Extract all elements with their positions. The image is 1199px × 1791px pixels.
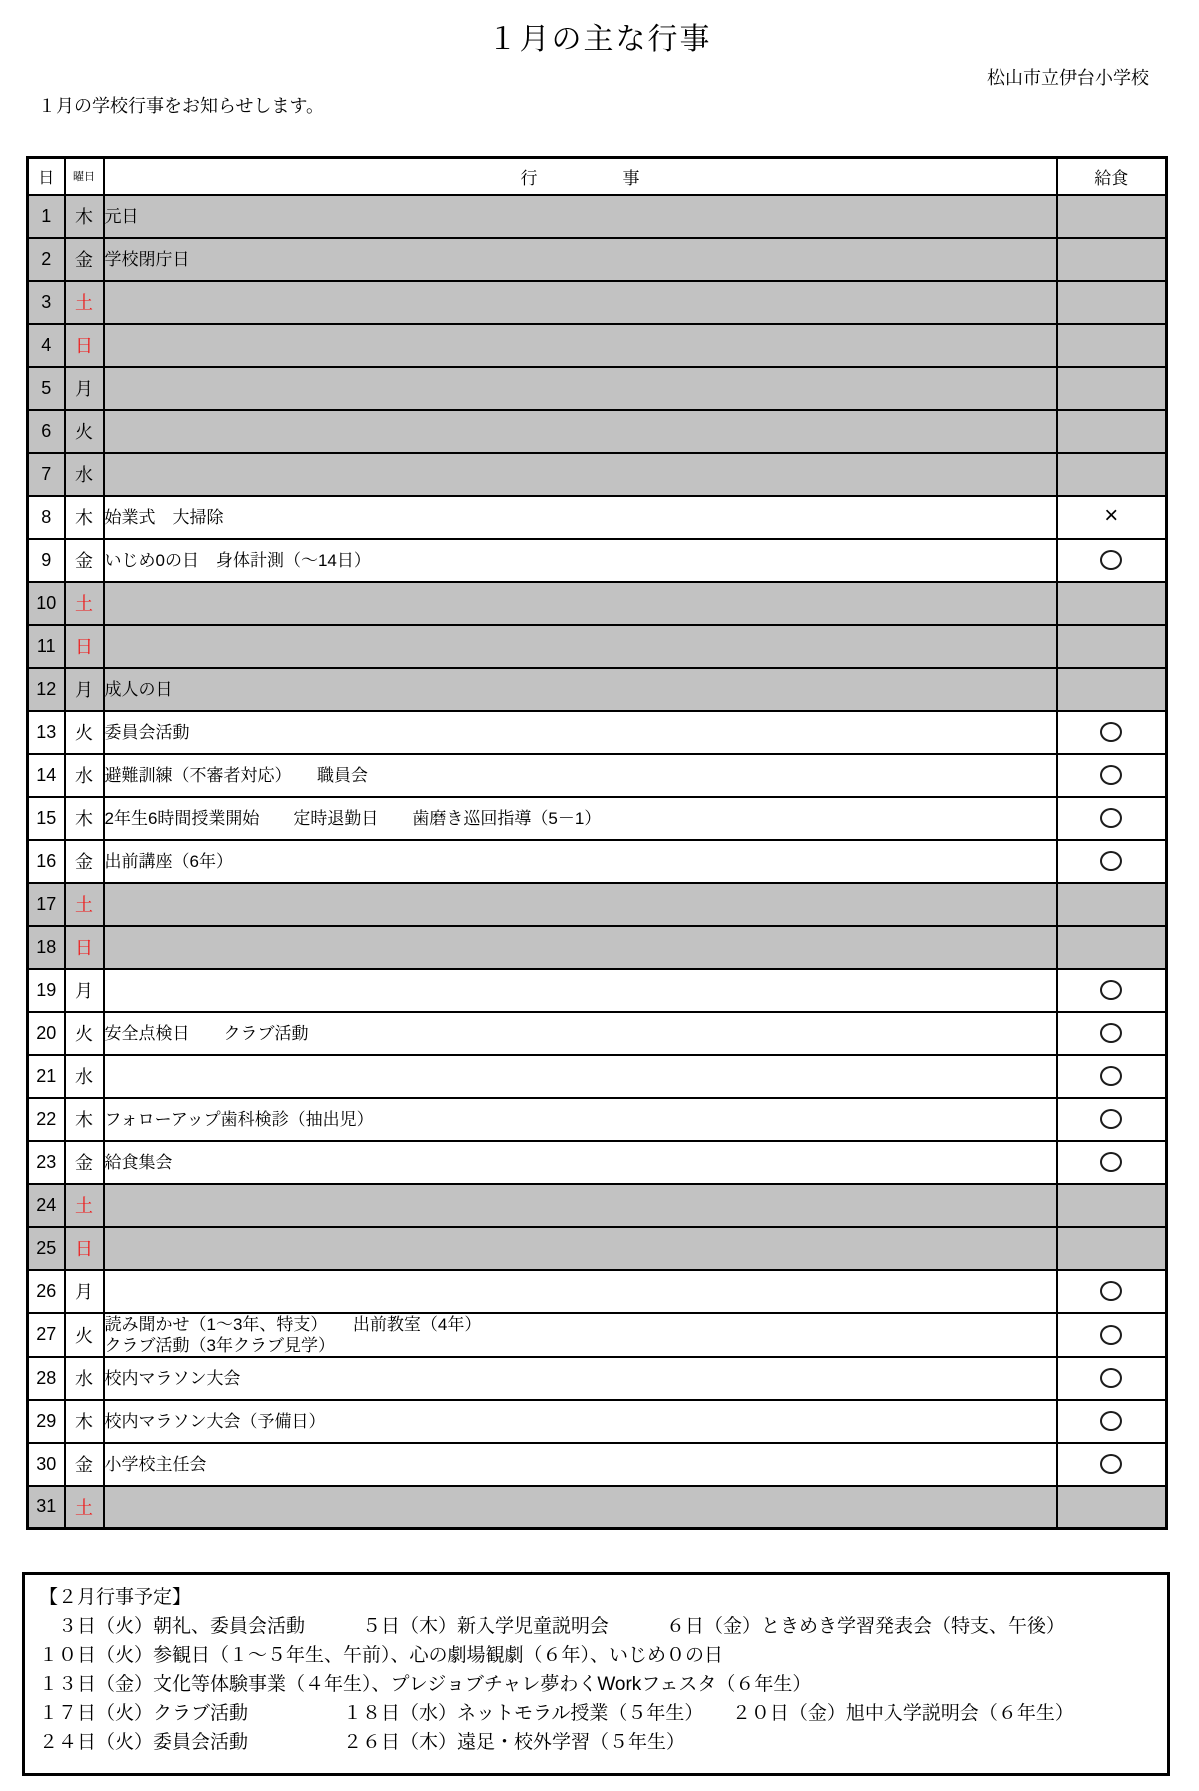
events-cell <box>104 754 1057 797</box>
table-row <box>28 1400 1167 1443</box>
event-text: いじめ0の日 身体計測（～14日） <box>104 550 371 570</box>
weekday-cell: 土 <box>65 281 104 324</box>
table-row <box>28 840 1167 883</box>
weekday-cell: 月 <box>65 969 104 1012</box>
day-cell: 13 <box>28 711 65 754</box>
february-line: １７日（火）クラブ活動 １８日（水）ネットモラル授業（５年生） ２０日（金）旭中入学説明会（６年生） <box>39 1703 1074 1724</box>
lunch-served-icon <box>1100 851 1122 871</box>
event-text: 校内マラソン大会（予備日） <box>104 1411 326 1431</box>
table-row <box>28 1486 1167 1529</box>
lunch-served-icon <box>1100 1023 1122 1043</box>
day-cell: 2 <box>28 238 65 281</box>
events-cell <box>104 926 1057 969</box>
day-cell: 12 <box>28 668 65 711</box>
table-row <box>28 969 1167 1012</box>
day-cell: 10 <box>28 582 65 625</box>
lunch-cell <box>1057 1270 1167 1313</box>
lunch-cell <box>1057 668 1167 711</box>
events-cell <box>104 1313 1057 1357</box>
table-row <box>28 195 1167 238</box>
events-cell <box>104 1184 1057 1227</box>
lunch-cell <box>1057 1012 1167 1055</box>
events-cell <box>104 238 1057 281</box>
lunch-cell <box>1057 1227 1167 1270</box>
event-text: クラブ活動（3年クラブ見学） <box>104 1335 335 1355</box>
events-cell <box>104 969 1057 1012</box>
lunch-cell <box>1057 582 1167 625</box>
lunch-cell <box>1057 324 1167 367</box>
weekday-cell: 日 <box>65 625 104 668</box>
column-header-weekday: 曜日 <box>65 158 104 195</box>
table-row <box>28 281 1167 324</box>
day-cell: 6 <box>28 410 65 453</box>
events-cell <box>104 668 1057 711</box>
weekday-cell: 火 <box>65 410 104 453</box>
weekday-cell: 木 <box>65 496 104 539</box>
event-text: 避難訓練（不審者対応） 職員会 <box>104 765 368 785</box>
event-text: 給食集会 <box>104 1152 173 1172</box>
column-header-lunch: 給食 <box>1057 158 1167 195</box>
lunch-cell <box>1057 1357 1167 1400</box>
lunch-served-icon <box>1100 1281 1122 1301</box>
events-cell <box>104 840 1057 883</box>
table-row <box>28 1357 1167 1400</box>
table-row <box>28 797 1167 840</box>
event-text: 2年生6時間授業開始 定時退勤日 歯磨き巡回指導（5－1） <box>104 808 602 828</box>
february-line: １０日（火）参観日（１～５年生、午前）、心の劇場観劇（６年）、いじめ０の日 <box>39 1645 724 1666</box>
table-row <box>28 496 1167 539</box>
events-cell <box>104 1141 1057 1184</box>
event-text: フォローアップ歯科検診（抽出児） <box>104 1109 374 1129</box>
day-cell: 5 <box>28 367 65 410</box>
lunch-cell <box>1057 625 1167 668</box>
lunch-served-icon <box>1100 722 1122 742</box>
lunch-cell <box>1057 969 1167 1012</box>
day-cell: 11 <box>28 625 65 668</box>
weekday-cell: 金 <box>65 539 104 582</box>
day-cell: 21 <box>28 1055 65 1098</box>
events-cell <box>104 367 1057 410</box>
day-cell: 26 <box>28 1270 65 1313</box>
day-cell: 29 <box>28 1400 65 1443</box>
lunch-cell <box>1057 1141 1167 1184</box>
events-cell <box>104 883 1057 926</box>
table-row <box>28 926 1167 969</box>
events-cell <box>104 453 1057 496</box>
lunch-served-icon <box>1100 808 1122 828</box>
events-cell <box>104 324 1057 367</box>
table-header-row <box>28 158 1167 195</box>
events-cell <box>104 625 1057 668</box>
table-row <box>28 1227 1167 1270</box>
table-row <box>28 1184 1167 1227</box>
lunch-not-served-icon: × <box>1104 502 1119 529</box>
weekday-cell: 金 <box>65 238 104 281</box>
day-cell: 3 <box>28 281 65 324</box>
events-cell <box>104 1012 1057 1055</box>
february-lines <box>39 1612 1153 1757</box>
lunch-cell <box>1057 281 1167 324</box>
table-row <box>28 324 1167 367</box>
events-cell <box>104 797 1057 840</box>
lunch-served-icon <box>1100 550 1122 570</box>
table-row <box>28 1141 1167 1184</box>
event-text: 始業式 大掃除 <box>104 507 224 527</box>
lunch-served-icon <box>1100 1152 1122 1172</box>
lunch-cell <box>1057 754 1167 797</box>
weekday-cell: 金 <box>65 1443 104 1486</box>
table-row <box>28 1313 1167 1357</box>
events-cell <box>104 195 1057 238</box>
lunch-served-icon <box>1100 1325 1122 1345</box>
table-row <box>28 711 1167 754</box>
weekday-cell: 水 <box>65 1357 104 1400</box>
calendar-body <box>28 195 1167 1529</box>
event-text: 成人の日 <box>104 679 173 699</box>
page-title: １月の主な行事 <box>487 23 712 56</box>
lunch-cell <box>1057 238 1167 281</box>
event-text: 読み聞かせ（1～3年、特支） 出前教室（4年） <box>104 1314 482 1334</box>
weekday-cell: 火 <box>65 1012 104 1055</box>
event-text: 委員会活動 <box>104 722 190 742</box>
lunch-cell <box>1057 1486 1167 1529</box>
lunch-cell <box>1057 926 1167 969</box>
lunch-served-icon <box>1100 1109 1122 1129</box>
lunch-cell <box>1057 539 1167 582</box>
day-cell: 31 <box>28 1486 65 1529</box>
weekday-cell: 火 <box>65 1313 104 1357</box>
weekday-cell: 水 <box>65 1055 104 1098</box>
lunch-served-icon <box>1100 1368 1122 1388</box>
lunch-cell <box>1057 883 1167 926</box>
day-cell: 27 <box>28 1313 65 1357</box>
events-cell <box>104 496 1057 539</box>
weekday-cell: 木 <box>65 1098 104 1141</box>
events-cell <box>104 281 1057 324</box>
day-cell: 18 <box>28 926 65 969</box>
lunch-cell <box>1057 453 1167 496</box>
events-cell <box>104 711 1057 754</box>
weekday-cell: 木 <box>65 195 104 238</box>
february-line: １３日（金）文化等体験事業（４年生）、プレジョブチャレ夢わくWorkフェスタ（６年生） <box>39 1674 812 1695</box>
weekday-cell: 土 <box>65 1486 104 1529</box>
event-text: 学校閉庁日 <box>104 249 190 269</box>
intro-text: １月の学校行事をお知らせします。 <box>38 96 325 116</box>
lunch-cell <box>1057 1443 1167 1486</box>
weekday-cell: 月 <box>65 668 104 711</box>
events-cell <box>104 1055 1057 1098</box>
day-cell: 19 <box>28 969 65 1012</box>
table-row <box>28 1270 1167 1313</box>
weekday-cell: 土 <box>65 883 104 926</box>
day-cell: 17 <box>28 883 65 926</box>
table-row <box>28 883 1167 926</box>
table-row <box>28 453 1167 496</box>
lunch-served-icon <box>1100 1454 1122 1474</box>
day-cell: 22 <box>28 1098 65 1141</box>
table-row <box>28 1443 1167 1486</box>
february-box <box>22 1572 1170 1776</box>
weekday-cell: 土 <box>65 1184 104 1227</box>
column-header-events: 行 事 <box>104 158 1057 195</box>
day-cell: 4 <box>28 324 65 367</box>
event-text: 元日 <box>104 206 139 226</box>
day-cell: 9 <box>28 539 65 582</box>
events-cell <box>104 1227 1057 1270</box>
weekday-cell: 金 <box>65 1141 104 1184</box>
weekday-cell: 月 <box>65 367 104 410</box>
day-cell: 20 <box>28 1012 65 1055</box>
table-row <box>28 367 1167 410</box>
events-cell <box>104 1357 1057 1400</box>
weekday-cell: 土 <box>65 582 104 625</box>
table-row <box>28 1055 1167 1098</box>
events-cell <box>104 1443 1057 1486</box>
event-text: 校内マラソン大会 <box>104 1368 241 1388</box>
lunch-cell <box>1057 797 1167 840</box>
table-row <box>28 1098 1167 1141</box>
weekday-cell: 火 <box>65 711 104 754</box>
events-cell <box>104 1486 1057 1529</box>
events-cell <box>104 410 1057 453</box>
lunch-cell <box>1057 1313 1167 1357</box>
day-cell: 16 <box>28 840 65 883</box>
lunch-cell <box>1057 840 1167 883</box>
lunch-cell <box>1057 496 1167 539</box>
weekday-cell: 水 <box>65 453 104 496</box>
day-cell: 7 <box>28 453 65 496</box>
event-text: 出前講座（6年） <box>104 851 233 871</box>
table-row <box>28 1012 1167 1055</box>
table-row <box>28 410 1167 453</box>
day-cell: 30 <box>28 1443 65 1486</box>
weekday-cell: 木 <box>65 1400 104 1443</box>
weekday-cell: 金 <box>65 840 104 883</box>
events-cell <box>104 1400 1057 1443</box>
day-cell: 25 <box>28 1227 65 1270</box>
weekday-cell: 水 <box>65 754 104 797</box>
table-row <box>28 582 1167 625</box>
day-cell: 8 <box>28 496 65 539</box>
weekday-cell: 月 <box>65 1270 104 1313</box>
lunch-served-icon <box>1100 765 1122 785</box>
lunch-cell <box>1057 1055 1167 1098</box>
lunch-served-icon <box>1100 980 1122 1000</box>
lunch-served-icon <box>1100 1066 1122 1086</box>
weekday-cell: 木 <box>65 797 104 840</box>
lunch-cell <box>1057 1098 1167 1141</box>
events-cell <box>104 582 1057 625</box>
lunch-cell <box>1057 711 1167 754</box>
weekday-cell: 日 <box>65 1227 104 1270</box>
day-cell: 15 <box>28 797 65 840</box>
february-line: ３日（火）朝礼、委員会活動 ５日（木）新入学児童説明会 ６日（金）ときめき学習発表会（特支、午後） <box>39 1616 1066 1637</box>
event-text: 安全点検日 クラブ活動 <box>104 1023 309 1043</box>
events-cell <box>104 1098 1057 1141</box>
day-cell: 23 <box>28 1141 65 1184</box>
weekday-cell: 日 <box>65 926 104 969</box>
day-cell: 24 <box>28 1184 65 1227</box>
table-row <box>28 625 1167 668</box>
events-table <box>26 156 1168 1530</box>
weekday-cell: 日 <box>65 324 104 367</box>
events-cell <box>104 1270 1057 1313</box>
lunch-cell <box>1057 195 1167 238</box>
february-line: ２４日（火）委員会活動 ２６日（木）遠足・校外学習（５年生） <box>39 1732 686 1753</box>
table-row <box>28 238 1167 281</box>
table-row <box>28 668 1167 711</box>
school-name: 松山市立伊台小学校 <box>987 68 1149 88</box>
day-cell: 28 <box>28 1357 65 1400</box>
lunch-served-icon <box>1100 1411 1122 1431</box>
table-row <box>28 539 1167 582</box>
table-row <box>28 754 1167 797</box>
february-title: 【２月行事予定】 <box>39 1587 192 1608</box>
column-header-day: 日 <box>28 158 65 195</box>
lunch-cell <box>1057 410 1167 453</box>
day-cell: 14 <box>28 754 65 797</box>
day-cell: 1 <box>28 195 65 238</box>
event-text: 小学校主任会 <box>104 1454 207 1474</box>
lunch-cell <box>1057 367 1167 410</box>
lunch-cell <box>1057 1184 1167 1227</box>
lunch-cell <box>1057 1400 1167 1443</box>
events-cell <box>104 539 1057 582</box>
